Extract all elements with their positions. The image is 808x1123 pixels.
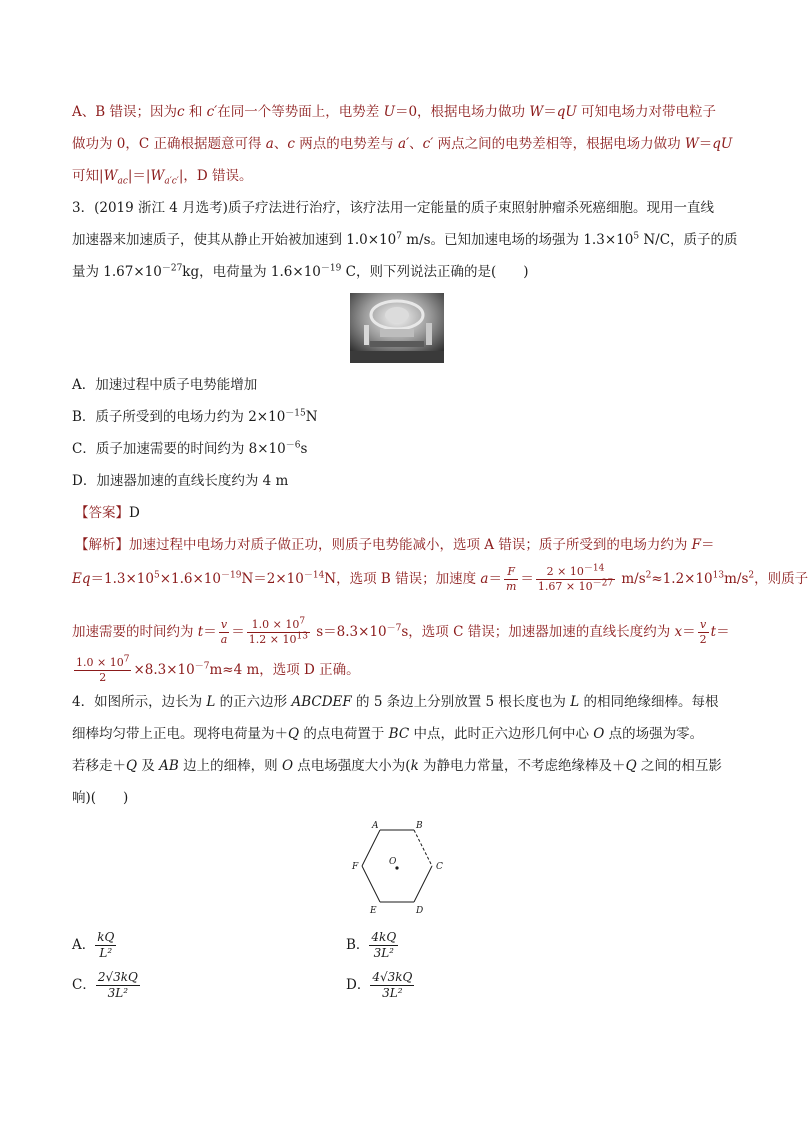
vertex-label-b: B [416, 821, 423, 831]
q3-explanation-line-4: $\frac{1.0 \times 10^7}{2}$ $\times 8.3\times 10^{-7}m\approx 4$ m，选项 D 正确。 [76, 654, 360, 684]
hexagon-figure [336, 818, 456, 922]
q3-stem-line-3: 量为 $1.67\times 10^{-27}kg$，电荷量为 $1.6\times 10^{-19}$ C，则下列说法正确的是( ) [72, 263, 529, 280]
side-fa [362, 830, 380, 866]
q4-stem-line-2: 细棒均匀带上正电。现将电荷量为＋Q 的点电荷置于 BC 中点，此时正六边形几何中心 O 点的场强为零。 [72, 726, 704, 742]
q4-stem-line-4: 响)( ) [72, 790, 129, 806]
q3-explanation-line-3: 加速需要的时间约为 t＝ $\frac{v}{a}$ ＝ $\frac{1.0 \times 10^7}{1.2 \times 10^{13}}$ $s=8.3\times 10^{-7}s$，选项 C 错误；加速器加速的直线长度约为 x＝ $\frac{v}{2}$ t＝ [72, 616, 730, 646]
fraction-v-over-a: $\frac{v}{a}$ [220, 618, 228, 646]
q3-stem-line-2: 加速器来加速质子，使其从静止开始被加速到 $1.0\times 10^7$ m/s。已知加速电场的场强为 $1.3\times 10^5$ N/C，质子的质 [72, 231, 738, 248]
q3-option-c: C．质子加速需要的时间约为 $8\times 10^{-6}s$ [72, 440, 308, 457]
prev-expl-line-2: 做功为 0，C 正确根据题意可得 a、c 两点的电势差与 a′、c′ 两点之间的电势差相等，根据电场力做功 W＝qU [72, 136, 733, 152]
q4-stem-line-1: 4．如图所示，边长为 L 的正六边形 ABCDEF 的 5 条边上分别放置 5 根长度也为 L 的相同绝缘细棒。每根 [72, 694, 719, 710]
side-bc-dashed [414, 830, 432, 866]
q3-answer: 【答案】D [75, 505, 140, 521]
q3-explanation-line-1: 【解析】加速过程中电场力对质子做正功，则质子电势能减小，选项 A 错误；质子所受到的电场力约为 F＝ [75, 537, 715, 553]
vertex-label-f: F [352, 862, 359, 872]
side-ef [362, 866, 380, 902]
center-label-o: O [389, 857, 397, 867]
q4-stem-line-3: 若移走＋Q 及 AB 边上的细棒，则 O 点电场强度大小为(k 为静电力常量，不考虑绝缘棒及＋Q 之间的相互影 [72, 758, 722, 774]
q4-option-c: C． $\frac{2√3kQ}{\text{3L²}}$ [72, 970, 138, 1000]
vertex-label-a: A [372, 821, 379, 831]
q3-stem-line-1: 3．(2019 浙江 4 月选考)质子疗法进行治疗，该疗法用一定能量的质子束照射肿瘤杀死癌细胞。现用一直线 [72, 200, 714, 216]
fraction-velocity-over-2: $\frac{1.0 \times 10^7}{2}$ [76, 654, 130, 684]
vertex-label-c: C [436, 862, 443, 872]
q3-option-d: D．加速器加速的直线长度约为 4 m [72, 473, 289, 489]
side-cd [414, 866, 432, 902]
q3-option-a: A．加速过程中质子电势能增加 [72, 377, 258, 393]
fraction-v-over-2: $\frac{v}{2}$ [699, 618, 707, 646]
proton-therapy-photo [350, 293, 444, 363]
fraction-force-over-mass: $\frac{2 \times 10^{-14}}{1.67 \times 10^{-27}}$ [537, 563, 614, 593]
vertex-label-d: D [416, 906, 424, 916]
fraction-velocity-over-acceleration: $\frac{1.0 \times 10^7}{1.2 \times 10^{13}}$ [248, 616, 308, 646]
q3-option-b: B．质子所受到的电场力约为 $2\times 10^{-15}N$ [72, 408, 318, 425]
prev-expl-line-1: A、B 错误；因为c 和 c′在同一个等势面上，电势差 U＝0，根据电场力做功 W＝qU 可知电场力对带电粒子 [72, 104, 717, 120]
q4-option-b: B． $\frac{4kQ}{\text{3L²}}$ [346, 930, 397, 960]
fraction-f-over-m: $\frac{F}{m}$ [505, 565, 517, 593]
vertex-label-e: E [370, 906, 377, 916]
q4-option-d: D． $\frac{4√3kQ}{\text{3L²}}$ [346, 970, 413, 1000]
q4-option-a: A． $\frac{kQ}{\text{L²}}$ [72, 930, 115, 960]
prev-expl-line-3: 可知$|W_{ac}|=|W_{a'c'}|$，D 错误。 [72, 168, 253, 187]
q3-explanation-line-2: $Eq=1.3\times 10^5\times 1.6\times 10^{-19}N=2\times 10^{-14}N$，选项 B 错误；加速度 a＝ $\frac{F}{m}$ ＝ $\frac{2 \times 10^{-14}}{1.67 \times 10^{-27}}$ $m/s^2\approx 1.2\times 10^{13}m/s^2$，则质子 [72, 563, 808, 593]
